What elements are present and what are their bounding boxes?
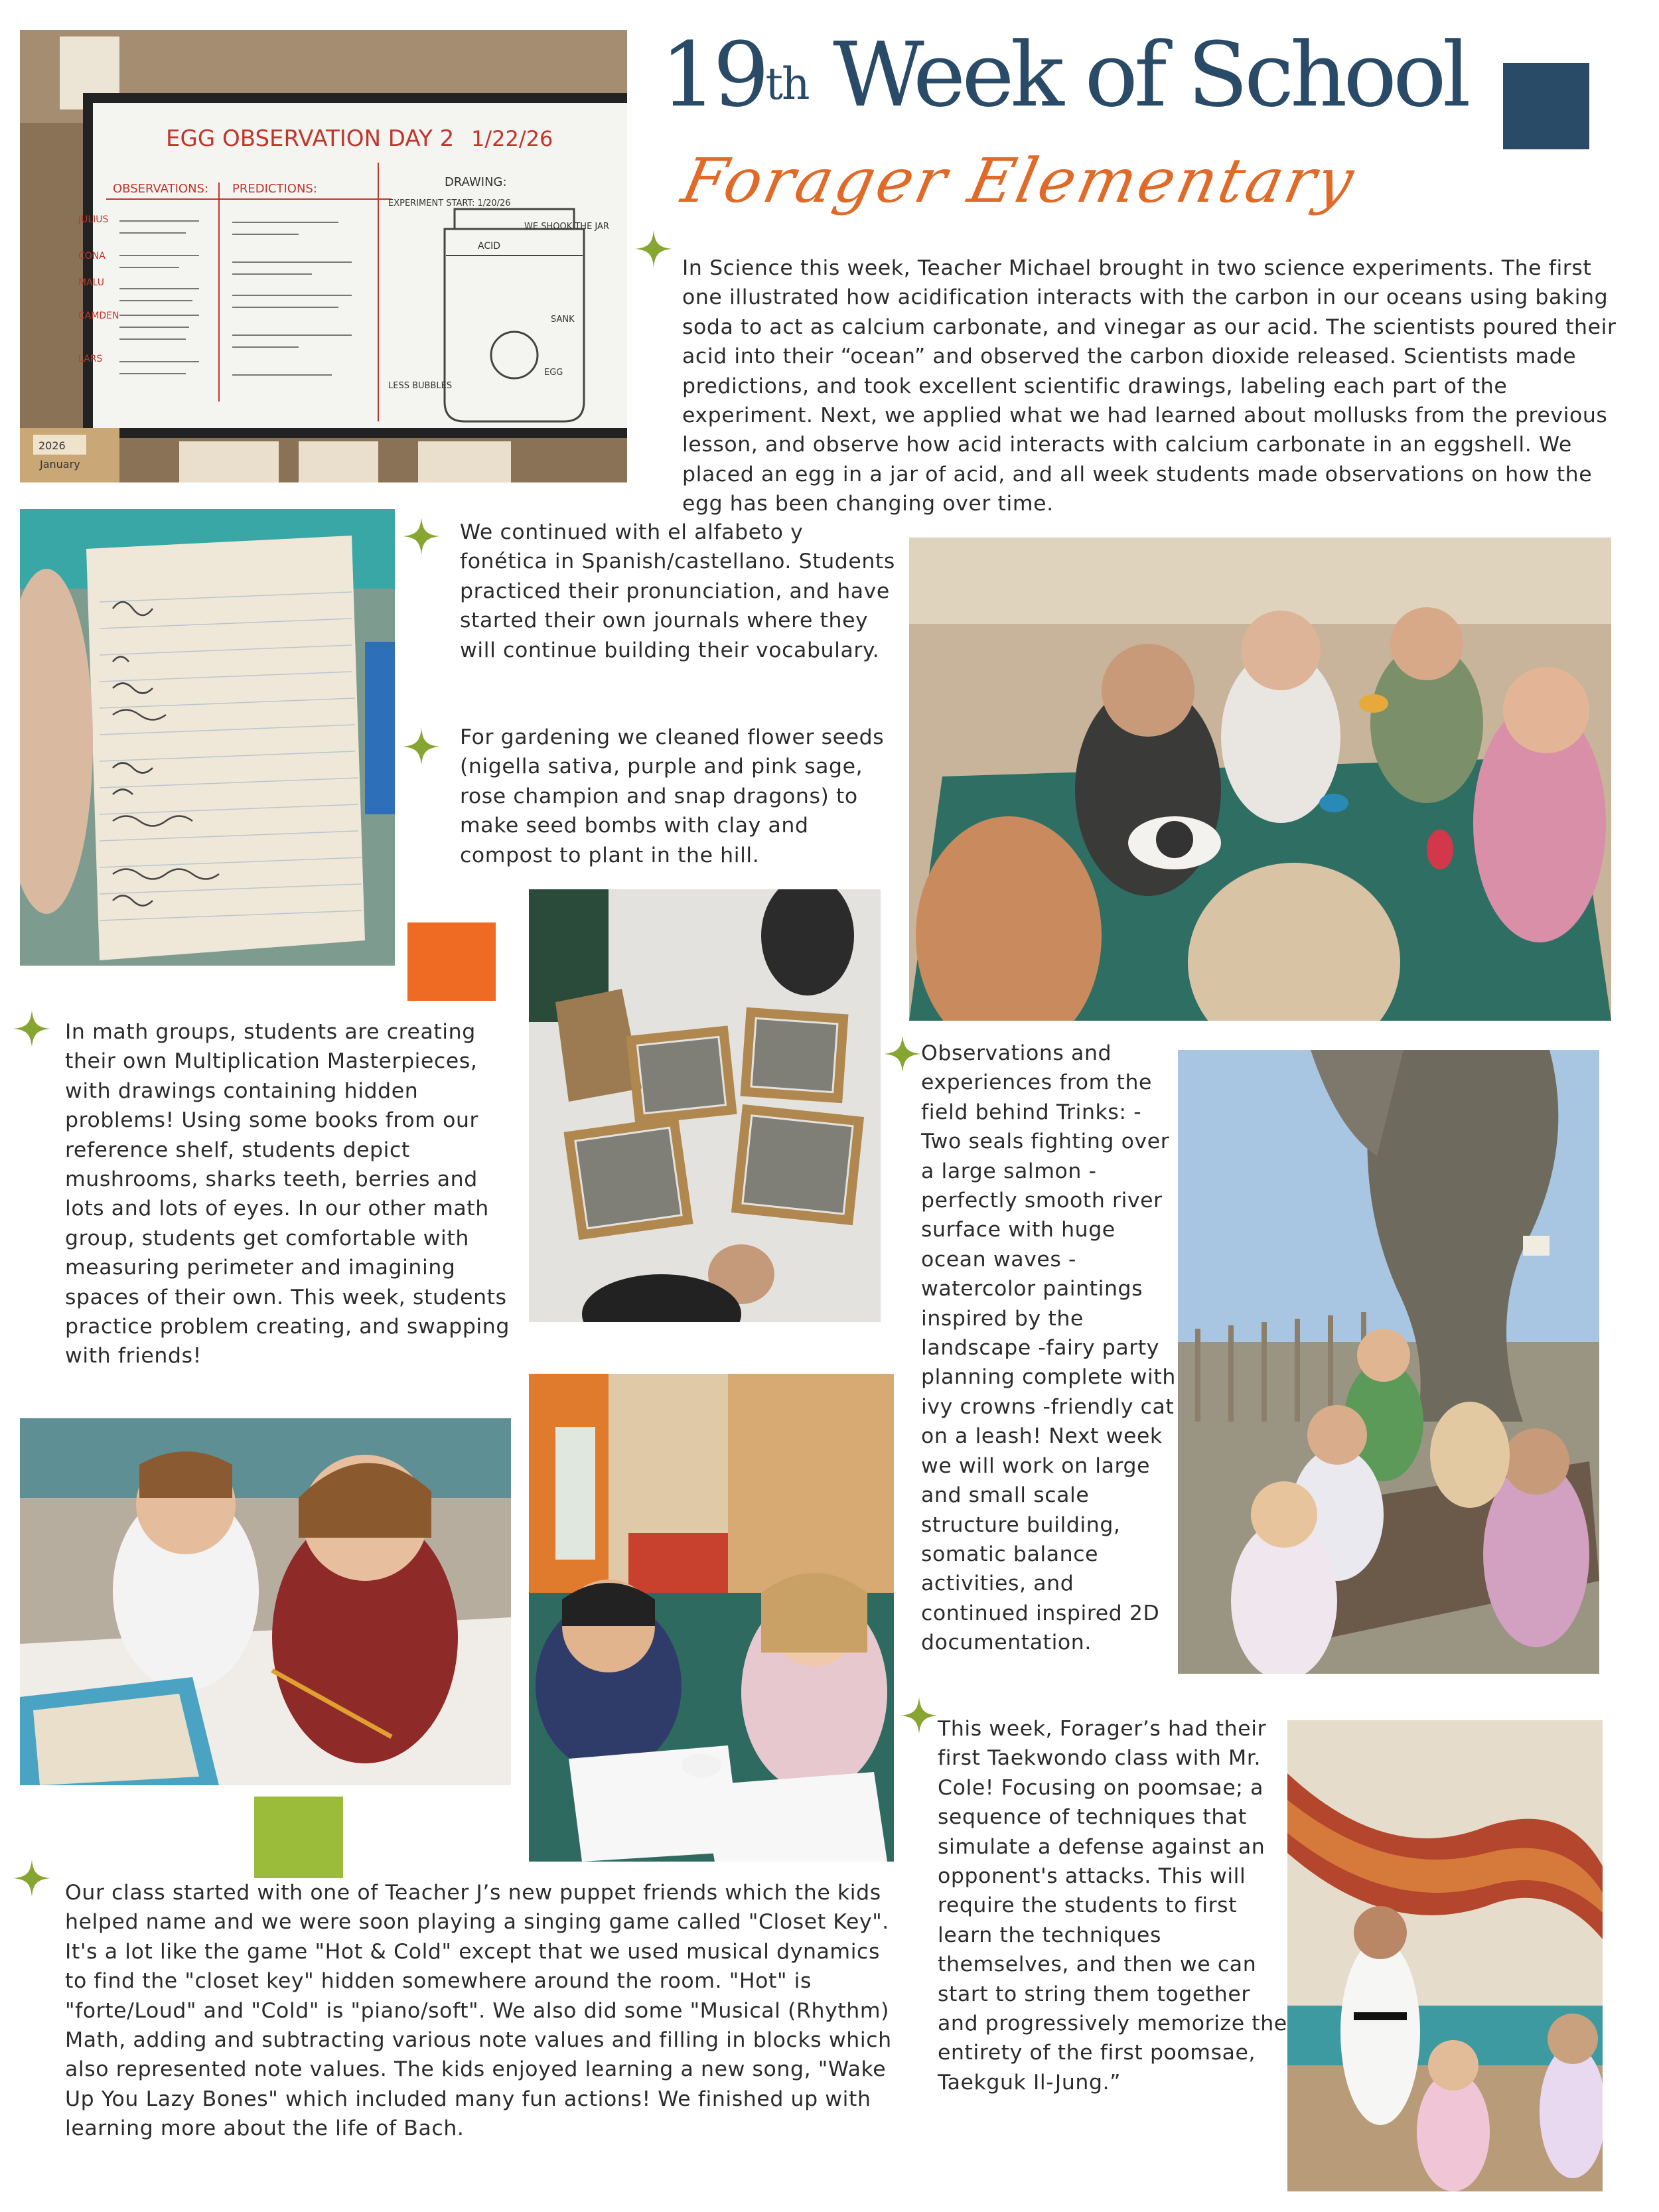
- page-title: 19th Week of School: [660, 23, 1467, 127]
- whiteboard-kids-photo: [529, 1374, 894, 1862]
- science-table-illustration: [909, 538, 1611, 1021]
- whiteboard-label-sank: SANK: [551, 315, 575, 325]
- calendar-month: January: [40, 458, 80, 471]
- whiteboard-name: JULIUS: [78, 214, 109, 225]
- whiteboard-name: MALU: [78, 277, 105, 288]
- whiteboard-col-observations: OBSERVATIONS:: [113, 182, 209, 196]
- sparkle-icon: [12, 1858, 52, 1898]
- field-illustration: [1178, 1050, 1599, 1674]
- sparkle-icon: [401, 727, 441, 767]
- spanish-text: [460, 518, 898, 665]
- green-square: [254, 1797, 343, 1878]
- whiteboard-col-drawing: DRAWING:: [445, 175, 507, 189]
- science-paragraph: In Science this week, Teacher Michael brought in two science experiments. The first one illustrated how acidification interacts with the carbon in our oceans using baking soda to act as calcium carbonate, and vinegar as our acid. The scientists poured their acid into their “ocean” and observed the carbon dioxide released. Scientists made predictions, and took excellent scientific drawings, labeling each part of the experiment. Next, we applied what we had learned about mollusks from the previous lesson, and observe how acid interacts with calcium carbonate in an eggshell. We placed an egg in a jar of acid, and all week students made observations on how the egg has been changing over time.: [682, 256, 1617, 516]
- taekwondo-paragraph: This week, Forager’s had their first Taekwondo class with Mr. Cole! Focusing on poomsae; a sequence of techniques that simulate a defense against an opponent's attacks. This will require the students to first learn the techniques themselves, and then we can start to string them together and progressively memorize the entirety of the first poomsae, Taekguk Il-Jung.”: [938, 1717, 1287, 2095]
- journal-photo: [20, 509, 395, 966]
- science-table-photo: [909, 538, 1611, 1021]
- whiteboard-name: CAMDEN: [78, 311, 119, 321]
- journal-illustration: [20, 509, 395, 966]
- math-books-illustration: [20, 1418, 511, 1785]
- navy-square: [1503, 63, 1589, 149]
- seed-screens-photo: [529, 889, 881, 1322]
- gardening-text: [460, 723, 898, 870]
- sparkle-icon: [899, 1696, 939, 1735]
- page-subtitle: Forager Elementary: [676, 145, 1362, 216]
- whiteboard-illustration: [20, 30, 627, 482]
- field-text: [921, 1039, 1183, 1658]
- whiteboard-col-predictions: PREDICTIONS:: [232, 182, 317, 196]
- math-paragraph: In math groups, students are creating their own Multiplication Masterpieces, with drawings containing hidden problems! Using some books from our reference shelf, students depict mushrooms, sharks teeth, berries and lots and lots of eyes. In our other math group, students get comfortable with measuring perimeter and imagining spaces of their own. This week, students practice problem creating, and swapping with friends!: [65, 1020, 510, 1368]
- sparkle-icon: [12, 1009, 52, 1049]
- science-text: [682, 254, 1638, 519]
- math-books-photo: [20, 1418, 511, 1785]
- whiteboard-title: EGG OBSERVATION DAY 2: [166, 125, 455, 152]
- orange-square: [407, 922, 496, 1001]
- whiteboard-label-less-bubbles: LESS BUBBLES: [388, 381, 453, 391]
- field-paragraph: Observations and experiences from the field behind Trinks: - Two seals fighting over a large salmon -perfectly smooth river surface with huge ocean waves - watercolor paintings inspired by the landscape -fairy party planning complete with ivy crowns -friendly cat on a leash! Next week we will work on large and small scale structure building, somatic balance activities, and continued inspired 2D documentation.: [921, 1041, 1176, 1655]
- seed-screens-illustration: [529, 889, 881, 1322]
- whiteboard-name: CONA: [78, 251, 106, 261]
- taekwondo-illustration: [1287, 1720, 1603, 2191]
- whiteboard-label-we-shook: WE SHOOK THE JAR: [524, 222, 609, 232]
- whiteboard-label-acid: ACID: [478, 241, 501, 252]
- music-paragraph: Our class started with one of Teacher J’s new puppet friends which the kids helped name and we were soon playing a singing game called "Closet Key". It's a lot like the game "Hot & Cold" except that we used musical dynamics to find the "closet key" hidden somewhere around the room. "Hot" is "forte/Loud" and "Cold" is "piano/soft". We also did some "Musical (Rhythm) Math, adding and subtracting various note values and filling in blocks which also represented note values. The kids enjoyed learning a new song, "Wake Up You Lazy Bones" which included many fun actions! We finished up with learning more about the life of Bach.: [65, 1881, 892, 2141]
- math-text: [65, 1017, 510, 1371]
- whiteboard-date: 1/22/26: [471, 126, 553, 151]
- sparkle-icon: [401, 516, 441, 556]
- whiteboard-photo: [20, 30, 627, 482]
- music-text: [65, 1878, 898, 2144]
- whiteboard-kids-illustration: [529, 1374, 894, 1862]
- spanish-paragraph: We continued with el alfabeto y fonética in Spanish/castellano. Students practiced their pronunciation, and have started their own journals where they will continue building their vocabulary.: [460, 520, 895, 662]
- field-photo: [1178, 1050, 1599, 1674]
- sparkle-icon: [634, 229, 674, 269]
- gardening-paragraph: For gardening we cleaned flower seeds (nigella sativa, purple and pink sage, rose champion and snap dragons) to make seed bombs with clay and compost to plant in the hill.: [460, 725, 885, 867]
- calendar-year: 2026: [38, 439, 66, 452]
- whiteboard-experiment-start: EXPERIMENT START: 1/20/26: [388, 198, 511, 208]
- taekwondo-text: [938, 1714, 1296, 2097]
- sparkle-icon: [883, 1034, 922, 1074]
- taekwondo-photo: [1287, 1720, 1603, 2191]
- whiteboard-label-egg: EGG: [544, 368, 563, 378]
- whiteboard-name: LARS: [78, 354, 103, 364]
